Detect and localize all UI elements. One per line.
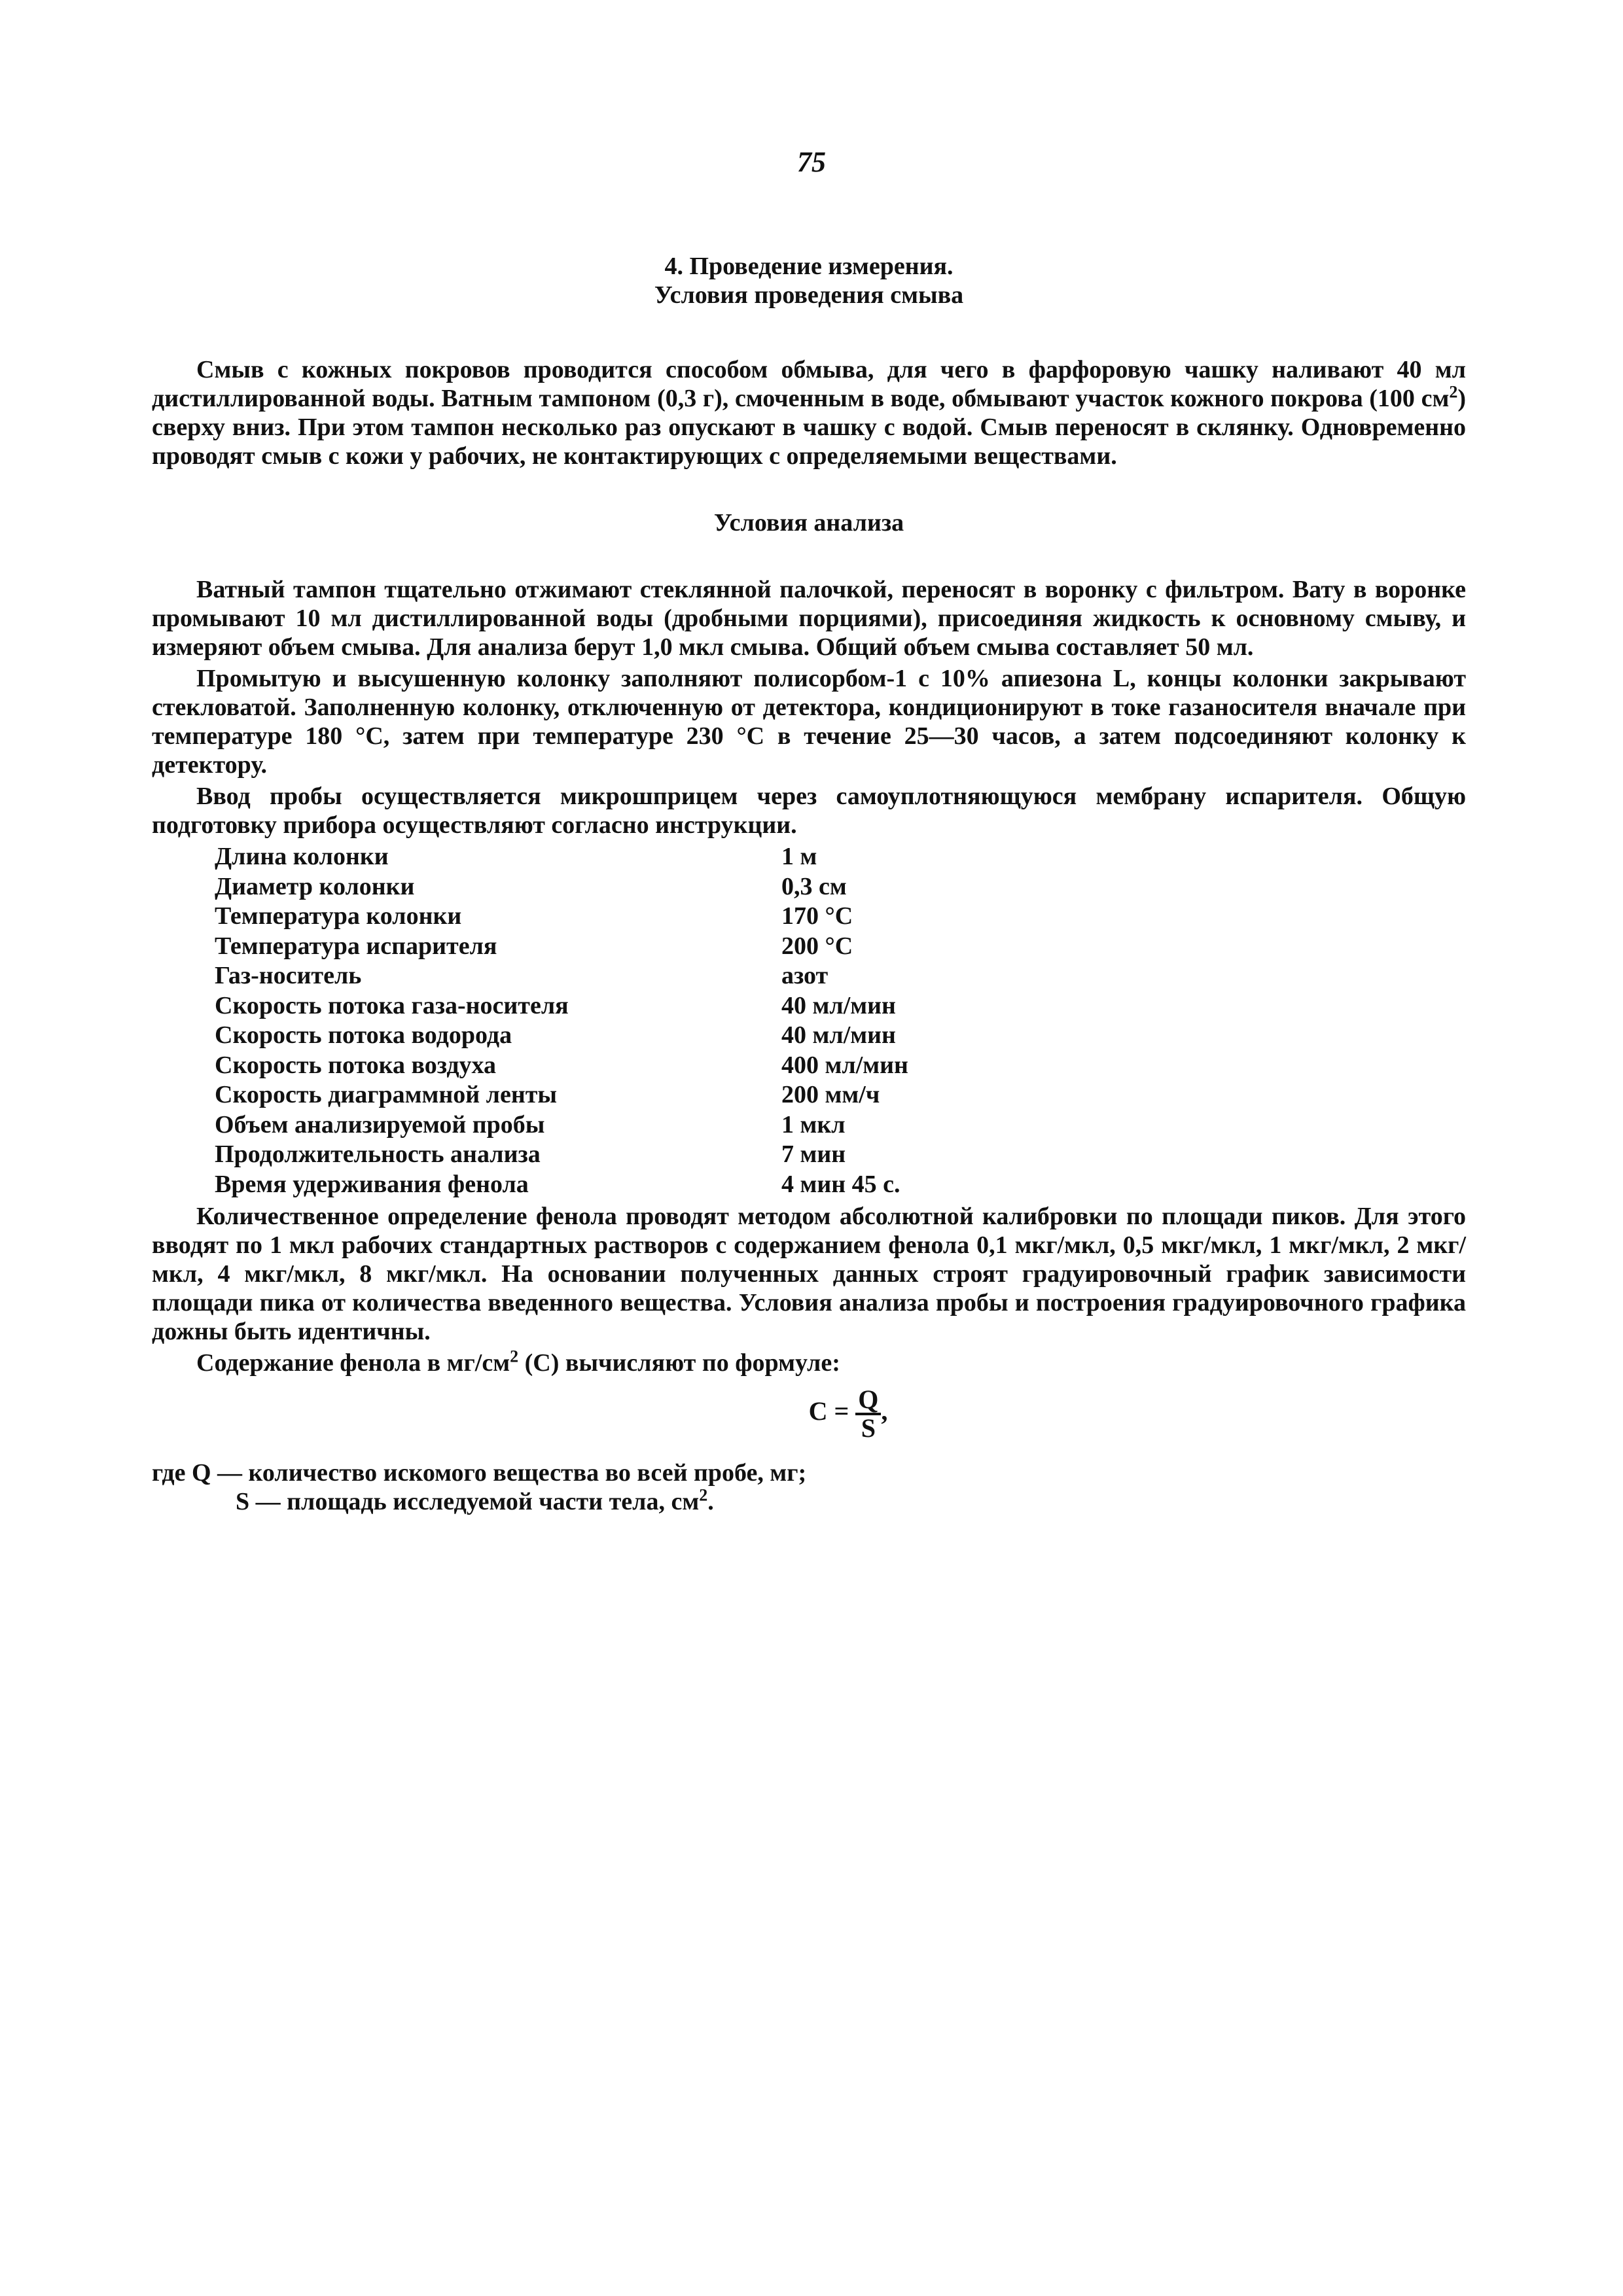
parameter-row <box>215 961 978 991</box>
parameter-row <box>215 1051 978 1081</box>
formula-denominator: S <box>861 1413 876 1443</box>
parameter-value: 200 °С <box>781 932 853 960</box>
parameter-name: Скорость потока воздуха <box>215 1051 497 1079</box>
washing-text-2: ) сверху вниз. При этом тампон несколько раз опускают в чашку с водой. Смыв переносят в склянку. Одновременно проводят смыв с кожи у рабочих, не контактирующих с определяемыми веществами. <box>152 385 1466 470</box>
parameter-name: Объем анализируемой пробы <box>215 1110 545 1139</box>
parameter-row <box>215 1110 978 1140</box>
parameter-name: Скорость диаграммной ленты <box>215 1081 558 1108</box>
formula-intro-text-1: Содержание фенола в мг/см <box>196 1349 510 1377</box>
parameter-value: 1 м <box>781 843 817 870</box>
parameter-value: 40 мл/мин <box>781 991 896 1019</box>
parameter-value: 400 мл/мин <box>781 1051 908 1079</box>
parameter-value: 40 мл/мин <box>781 1021 896 1049</box>
section-title: 4. Проведение измерения. <box>664 253 954 280</box>
parameter-name: Диаметр колонки <box>215 872 415 900</box>
formula-numerator: Q <box>855 1386 881 1415</box>
formula-intro <box>152 1349 1466 1377</box>
analysis-paragraph-1: Ватный тампон тщательно отжимают стеклянной палочкой, переносят в воронку с фильтром. Вату в воронке промывают 10 мл дистиллированной воды (дробными порциями), присоединяя жидкость к основному смыву, и измеряют объем смыва. Для анализа берут 1,0 мкл смыва. Общий объем смыва составляет 50 мл. <box>152 576 1466 661</box>
formula-lhs: C = <box>808 1396 849 1426</box>
formula-intro-superscript: 2 <box>510 1347 519 1366</box>
parameter-row <box>215 932 978 962</box>
parameter-value: 200 мм/ч <box>781 1081 880 1108</box>
page-number: 75 <box>797 146 826 178</box>
parameter-name: Продолжительность анализа <box>215 1140 541 1168</box>
page-content <box>152 252 1466 1516</box>
parameter-name: Температура испарителя <box>215 932 497 960</box>
section-subtitle: Условия проведения смыва <box>654 281 964 309</box>
legend-s-text-2: . <box>707 1488 714 1515</box>
parameter-name: Время удерживания фенола <box>215 1170 529 1198</box>
analysis-heading: Условия анализа <box>713 509 904 537</box>
legend-line-s <box>152 1487 1466 1516</box>
parameter-name: Температура колонки <box>215 902 462 930</box>
washing-paragraph <box>152 355 1466 470</box>
parameter-name: Газ-носитель <box>215 962 362 989</box>
washing-superscript: 2 <box>1449 382 1458 402</box>
parameter-row <box>215 1021 978 1051</box>
parameter-row <box>215 1140 978 1170</box>
analysis-paragraph-2: Промытую и высушенную колонку заполняют полисорбом-1 с 10% апиезона L, концы колонки закрывают стекловатой. Заполненную колонку, отключенную от детектора, кондиционируют в токе газаносителя вначале при температуре 180 °С, затем при температуре 230 °С в течение 25—30 часов, а затем подсоединяют колонку к детектору. <box>152 665 1466 779</box>
parameter-row <box>215 872 978 902</box>
parameter-row <box>215 1080 978 1110</box>
parameter-name: Длина колонки <box>215 843 389 870</box>
parameter-row <box>215 991 978 1021</box>
parameter-row <box>215 902 978 932</box>
parameter-value: 4 мин 45 с. <box>781 1170 901 1198</box>
formula-fraction <box>855 1386 881 1441</box>
parameters-table <box>215 842 978 1199</box>
parameter-value: азот <box>781 962 829 989</box>
parameter-row <box>215 1170 978 1200</box>
section-heading <box>152 252 1466 309</box>
parameter-value: 1 мкл <box>781 1110 846 1139</box>
parameter-value: 0,3 см <box>781 872 847 900</box>
legend-line-q: где Q — количество искомого вещества во всей пробе, мг; <box>152 1459 807 1487</box>
parameter-value: 7 мин <box>781 1140 846 1168</box>
parameter-name: Скорость потока водорода <box>215 1021 512 1049</box>
analysis-paragraph-3: Ввод пробы осуществляется микрошприцем через самоуплотняющуюся мембрану испарителя. Общую подготовку прибора осуществляют согласно инструкции. <box>152 783 1466 839</box>
legend-s-superscript: 2 <box>699 1485 708 1505</box>
quantification-paragraph: Количественное определение фенола проводят методом абсолютной калибровки по площади пиков. Для этого вводят по 1 мкл рабочих стандартных растворов с содержанием фенола 0,1 мкг/мкл, 0,5 мкг/мкл, 1 мкг/мкл, 2 мкг/мкл, 4 мкг/мкл, 8 мкг/мкл. На основании полученных данных строят градуировочный график зависимости площади пика от количества введенного вещества. Условия анализа пробы и построения градуировочного графика дожны быть идентичны. <box>152 1203 1466 1345</box>
washing-text-1: Смыв с кожных покровов проводится способом обмыва, для чего в фарфоровую чашку наливают 40 мл дистиллированной воды. Ватным тампоном (0,3 г), смоченным в воде, обмывают участок кожного покрова (100 см <box>152 356 1466 412</box>
formula-trailing: , <box>881 1396 888 1426</box>
formula <box>152 1386 1466 1441</box>
formula-intro-text-2: (С) вычисляют по формуле: <box>518 1349 840 1377</box>
parameter-value: 170 °С <box>781 902 853 930</box>
parameter-name: Скорость потока газа-носителя <box>215 991 569 1019</box>
parameter-row <box>215 842 978 872</box>
legend-s-text-1: S — площадь исследуемой части тела, см <box>236 1488 700 1515</box>
